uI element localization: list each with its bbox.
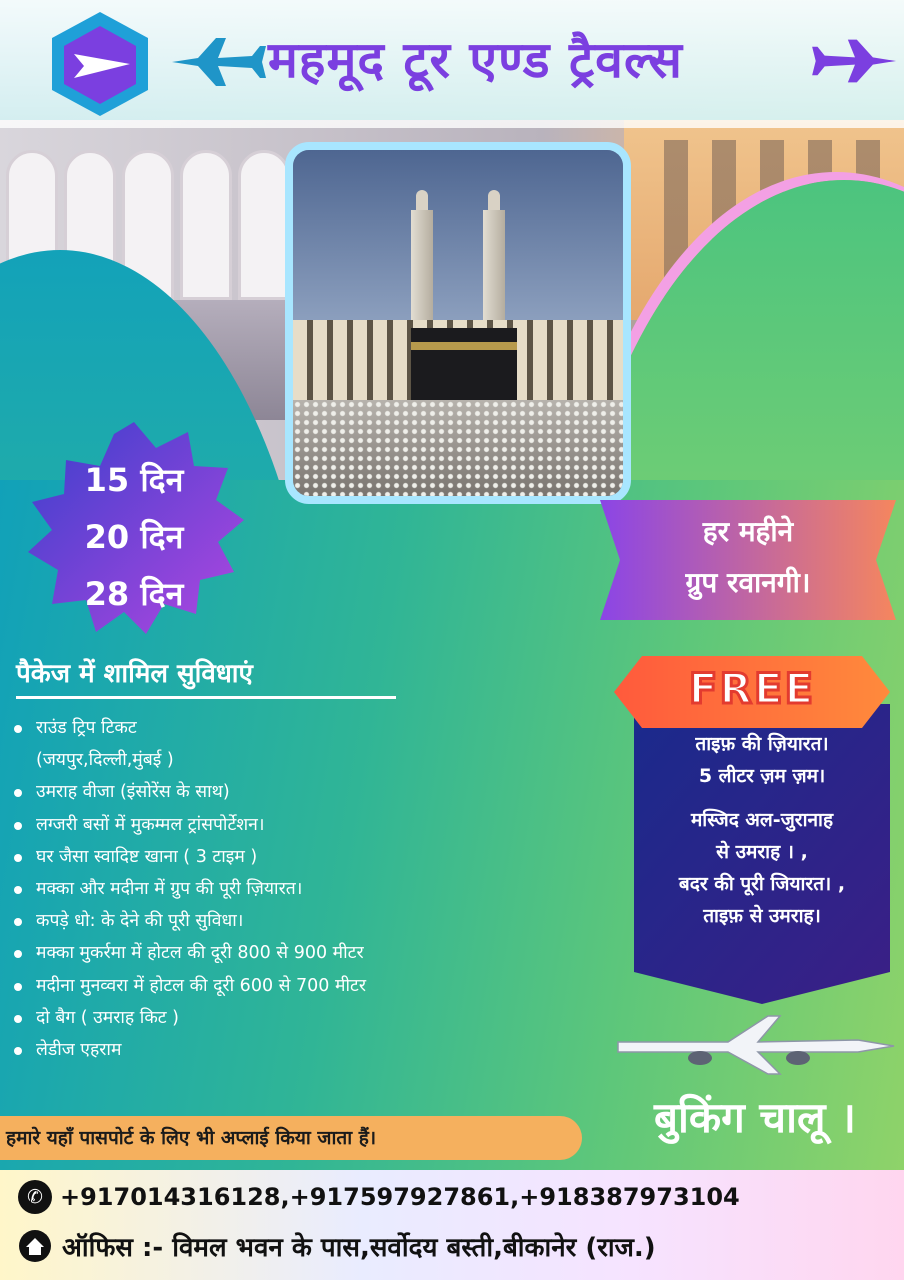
- free-item: से उमराह । ,: [716, 841, 808, 863]
- list-item: लग्जरी बसों में मुकम्मल ट्रांसपोर्टेशन।: [14, 809, 554, 841]
- duration-list: [20, 452, 248, 623]
- free-item: ताइफ़ से उमराह।: [703, 905, 821, 927]
- phone-numbers[interactable]: +917014316128,+917597927861,+918387973104: [60, 1183, 740, 1211]
- office-row: [18, 1228, 656, 1264]
- free-label: FREE: [688, 664, 816, 713]
- list-item: लेडीज एहराम: [14, 1034, 554, 1066]
- list-item: घर जैसा स्वादिष्ट खाना ( 3 टाइम ): [14, 841, 554, 873]
- features-list: [14, 712, 554, 1066]
- free-item: मस्जिद अल-जुरानाह: [690, 809, 834, 831]
- passport-note: हमारे यहाँ पासपोर्ट के लिए भी अप्लाई किया जाता हैं।: [0, 1116, 582, 1160]
- title-part1: महमूद: [268, 31, 385, 89]
- list-item: मदीना मुनव्वरा में होटल की दूरी 600 से 700 मीटर: [14, 970, 554, 1002]
- list-item: मक्का और मदीना में ग्रुप की पूरी ज़ियारत।: [14, 873, 554, 905]
- list-item: मक्का मुकर्रमा में होटल की दूरी 800 से 900 मीटर: [14, 937, 554, 969]
- office-address: ऑफिस :- विमल भवन के पास,सर्वोदय बस्ती,बीकानेर (राज.): [62, 1233, 656, 1263]
- airplane-icon: [168, 34, 268, 90]
- kaaba-photo: [285, 142, 631, 504]
- free-item: बदर की पूरी जियारत। ,: [678, 873, 846, 895]
- title-part2: टूर एण्ड ट्रैवल्स: [403, 31, 683, 89]
- agency-title: [268, 24, 683, 92]
- ribbon-text: [600, 506, 896, 608]
- duration-item: 15 दिन: [84, 461, 184, 499]
- list-item: राउंड ट्रिप टिकट: [14, 712, 554, 744]
- airplane-icon: [608, 1012, 898, 1082]
- free-item: 5 लीटर ज़म ज़म।: [698, 765, 826, 787]
- free-offers-list: [634, 728, 890, 932]
- duration-item: 20 दिन: [84, 518, 184, 556]
- list-item: (जयपुर,दिल्ली,मुंबई ): [36, 750, 174, 771]
- duration-item: 28 दिन: [84, 575, 184, 613]
- free-item: ताइफ़ की ज़ियारत।: [695, 733, 829, 755]
- logo-icon: [44, 8, 156, 120]
- ribbon-line2: ग्रुप रवानगी।: [685, 566, 811, 599]
- home-icon: [18, 1229, 52, 1263]
- airplane-icon: [810, 36, 900, 86]
- list-item: उमराह वीजा (इंसोरेंस के साथ): [14, 776, 554, 808]
- phone-row: [18, 1180, 740, 1214]
- phone-icon: ✆: [18, 1180, 52, 1214]
- booking-open-text: बुकिंग चालू ।: [654, 1093, 856, 1142]
- list-item: कपड़े धो: के देने की पूरी सुविधा।: [14, 905, 554, 937]
- list-item: दो बैग ( उमराह किट ): [14, 1002, 554, 1034]
- ribbon-line1: हर महीने: [702, 515, 794, 548]
- features-title: पैकेज में शामिल सुविधाएं: [16, 654, 396, 699]
